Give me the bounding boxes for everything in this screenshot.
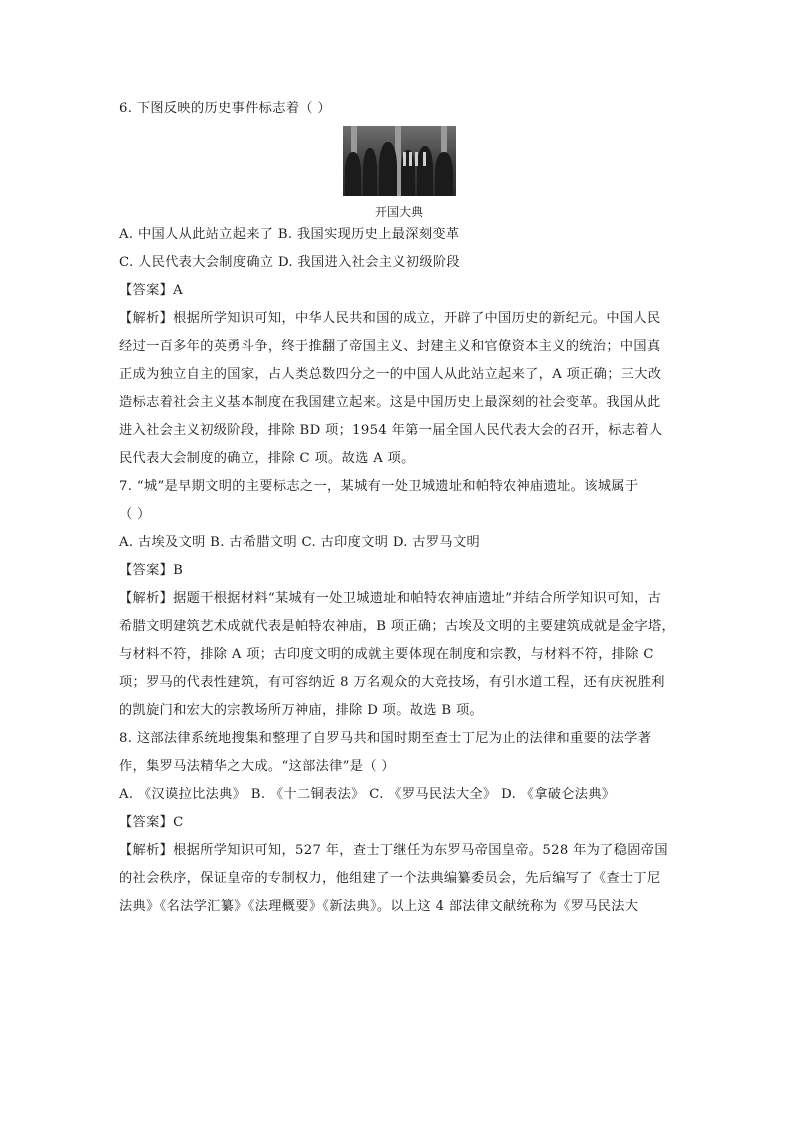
analysis-line: 【解析】根据所学知识可知，中华人民共和国的成立，开辟了中国历史的新纪元。中国人民: [119, 311, 661, 326]
analysis-line: 【解析】根据所学知识可知，527 年，查士丁继任为东罗马帝国皇帝。528 年为了稳固帝国: [119, 843, 668, 858]
question-8-analysis: [119, 840, 679, 917]
question-6-options-1: A. 中国人从此站立起来了 B. 我国实现历史上最深刻变革: [119, 227, 460, 242]
analysis-line: 造标志着社会主义基本制度在我国建立起来。这是中国历史上最深刻的社会变革。我国从此: [119, 395, 661, 410]
question-7-analysis: [119, 588, 679, 721]
question-6-answer: 【答案】A: [119, 283, 184, 298]
question-6-analysis: [119, 308, 679, 469]
figure-caption: 开国大典: [374, 205, 423, 219]
question-8-answer: 【答案】C: [119, 815, 184, 830]
question-8-options: A. 《汉谟拉比法典》 B. 《十二铜表法》 C. 《罗马民法大全》 D. 《拿破仑法典》: [119, 787, 616, 802]
founding-ceremony-photo: [343, 126, 456, 196]
analysis-line: 希腊文明建筑艺术成就代表是帕特农神庙，B 项正确；古埃及文明的主要建筑成就是金字塔，: [119, 619, 676, 634]
analysis-line: 项；罗马的代表性建筑，有可容纳近 8 万名观众的大竞技场，有引水道工程，还有庆祝胜利: [119, 675, 665, 690]
question-8-stem-1: 8. 这部法律系统地搜集和整理了自罗马共和国时期至查士丁尼为止的法律和重要的法学著: [119, 731, 652, 746]
question-6-stem: 6. 下图反映的历史事件标志着（ ）: [119, 101, 331, 116]
question-7-options: A. 古埃及文明 B. 古希腊文明 C. 古印度文明 D. 古罗马文明: [119, 535, 481, 550]
analysis-line: 民代表大会制度的确立，排除 C 项。故选 A 项。: [119, 451, 415, 466]
analysis-line: 正成为独立自主的国家，占人类总数四分之一的中国人从此站立起来了，A 项正确；三大改: [119, 367, 662, 382]
question-6-options-2: C. 人民代表大会制度确立 D. 我国进入社会主义初级阶段: [119, 255, 460, 270]
analysis-line: 的凯旋门和宏大的宗教场所万神庙，排除 D 项。故选 B 项。: [119, 703, 484, 718]
analysis-line: 进入社会主义初级阶段，排除 BD 项；1954 年第一届全国人民代表大会的召开，标志着人: [119, 423, 663, 438]
document-page: [119, 98, 679, 924]
analysis-line: 【解析】据题干根据材料“某城有一处卫城遗址和帕特农神庙遗址”并结合所学知识可知，古: [119, 591, 662, 606]
analysis-line: 法典》《名法学汇纂》《法理概要》《新法典》。以上这 4 部法律文献统称为《罗马民法大: [119, 899, 639, 914]
question-6-figure: [119, 126, 679, 220]
analysis-line: 与材料不符，排除 A 项；古印度文明的成就主要体现在制度和宗教，与材料不符，排除 C: [119, 647, 654, 662]
analysis-line: 经过一百多年的英勇斗争，终于推翻了帝国主义、封建主义和官僚资本主义的统治；中国真: [119, 339, 661, 354]
question-8-stem-2: 作，集罗马法精华之大成。“这部法律”是（ ）: [119, 759, 395, 774]
question-7-stem-1: 7. “城”是早期文明的主要标志之一，某城有一处卫城遗址和帕特农神庙遗址。该城属于: [119, 479, 639, 494]
analysis-line: 的社会秩序，保证皇帝的专制权力，他组建了一个法典编纂委员会，先后编写了《查士丁尼: [119, 871, 661, 886]
question-7-stem-2: （ ）: [119, 507, 151, 522]
question-7-answer: 【答案】B: [119, 563, 184, 578]
